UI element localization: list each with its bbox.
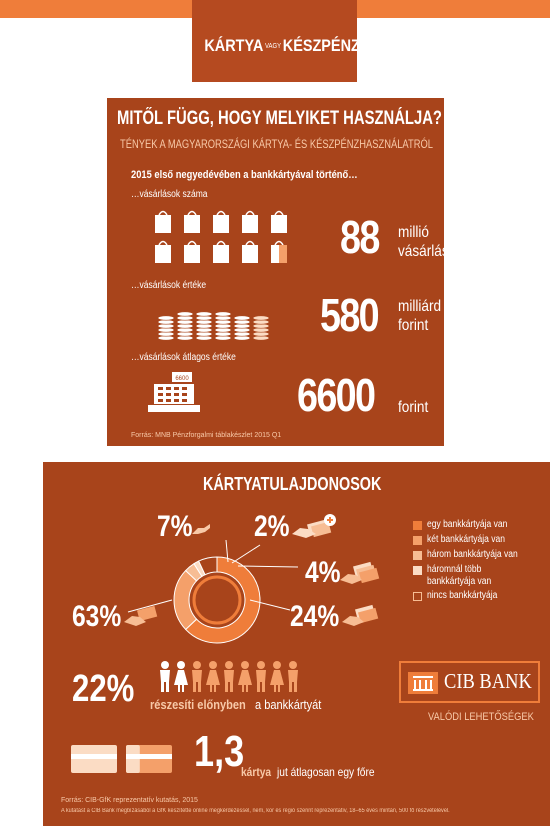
person-icon bbox=[288, 661, 298, 692]
pct-more-than-three: 2% bbox=[254, 510, 290, 543]
avg-unit: forint bbox=[398, 399, 429, 416]
person-icon bbox=[224, 661, 234, 692]
person-icon bbox=[256, 661, 266, 692]
people-text: részesíti előnyben bbox=[150, 697, 246, 712]
amount-unit-2: forint bbox=[398, 317, 429, 334]
count-value: 88 bbox=[340, 211, 379, 263]
legend-label-one: egy bankkártyája van bbox=[427, 519, 508, 530]
title-card-word: KÁRTYA bbox=[204, 36, 264, 55]
person-icon bbox=[192, 661, 202, 692]
cards-value: 1,3 bbox=[194, 727, 245, 776]
avg-value: 6600 bbox=[297, 369, 375, 421]
facts-subheadline: TÉNYEK A MAGYARORSZÁGI KÁRTYA- ÉS KÉSZPÉNZHASZNÁLATRÓL bbox=[120, 137, 433, 151]
person-icon bbox=[270, 661, 284, 692]
legend-swatch-more bbox=[413, 566, 422, 575]
bank-card-partial-icon bbox=[126, 745, 172, 773]
hand-icon bbox=[190, 522, 212, 538]
person-icon bbox=[160, 661, 170, 692]
pct-three: 4% bbox=[305, 556, 341, 589]
person-icon bbox=[206, 661, 220, 692]
register-display: 6600 bbox=[175, 376, 189, 382]
person-icon bbox=[174, 661, 188, 692]
owners-title: KÁRTYATULAJDONOSOK bbox=[203, 474, 382, 494]
pct-one: 63% bbox=[72, 600, 122, 633]
cib-bank-logo-icon bbox=[408, 672, 438, 694]
cards-word: kártya bbox=[241, 765, 272, 779]
facts-source: Forrás: MNB Pénzforgalmi táblakészlet 2015 Q1 bbox=[131, 432, 282, 439]
hand-cards-plus-icon bbox=[292, 512, 338, 540]
count-unit-1: millió bbox=[398, 224, 429, 241]
legend-swatch-one bbox=[413, 521, 422, 530]
pct-two: 24% bbox=[290, 600, 340, 633]
legend-swatch-two bbox=[413, 536, 422, 545]
cards-text: jut átlagosan egy főre bbox=[277, 765, 375, 779]
hand-two-cards-icon bbox=[342, 602, 378, 628]
person-icon bbox=[238, 661, 252, 692]
pct-no-card: 7% bbox=[157, 510, 193, 543]
owners-source-1: Forrás: CIB-GfK reprezentatív kutatás, 2015 bbox=[61, 797, 198, 804]
amount-unit-1: milliárd bbox=[398, 298, 442, 315]
title-or-word: VAGY bbox=[264, 43, 282, 51]
amount-value: 580 bbox=[320, 289, 379, 341]
cib-bank-tagline: VALÓDI LEHETŐSÉGEK bbox=[428, 711, 534, 723]
legend-swatch-three bbox=[413, 551, 422, 560]
people-icons bbox=[160, 660, 310, 694]
legend-label-more-2: bankkártyája van bbox=[427, 576, 492, 587]
hand-one-card-icon bbox=[124, 602, 160, 628]
legend-label-three: három bankkártyája van bbox=[427, 549, 518, 560]
bank-card-icons bbox=[71, 743, 181, 775]
count-unit-2: vásárlás bbox=[398, 243, 449, 260]
count-label: …vásárlások száma bbox=[131, 189, 208, 200]
amount-label: …vásárlások értéke bbox=[131, 280, 207, 291]
legend-label-more-1: háromnál több bbox=[427, 564, 482, 575]
avg-label: …vásárlások átlagos értéke bbox=[131, 352, 236, 363]
legend-label-two: két bankkártyája van bbox=[427, 534, 505, 545]
legend-label-none: nincs bankkártyája bbox=[427, 590, 498, 601]
bank-card-icon bbox=[71, 745, 117, 773]
people-pct: 22% bbox=[72, 668, 135, 710]
owners-source-2: A kutatást a CIB Bank megbízásából a GfK készítette online megkérdezéssel, nem, kor és régió szerint reprezentatív, 18–65 éves mintán, 500 fő részvételével. bbox=[61, 808, 450, 814]
title-cash-word: KÉSZPÉNZ? bbox=[282, 36, 369, 55]
people-text-2: a bankkártyát bbox=[255, 697, 322, 712]
facts-intro: 2015 első negyedévében a bankkártyával történő… bbox=[131, 169, 358, 181]
legend-swatch-none bbox=[413, 592, 422, 601]
facts-headline: MITŐL FÜGG, HOGY MELYIKET HASZNÁLJA? bbox=[117, 108, 442, 129]
cib-bank-name: CIB BANK bbox=[444, 669, 532, 693]
hand-three-cards-icon bbox=[340, 560, 380, 586]
